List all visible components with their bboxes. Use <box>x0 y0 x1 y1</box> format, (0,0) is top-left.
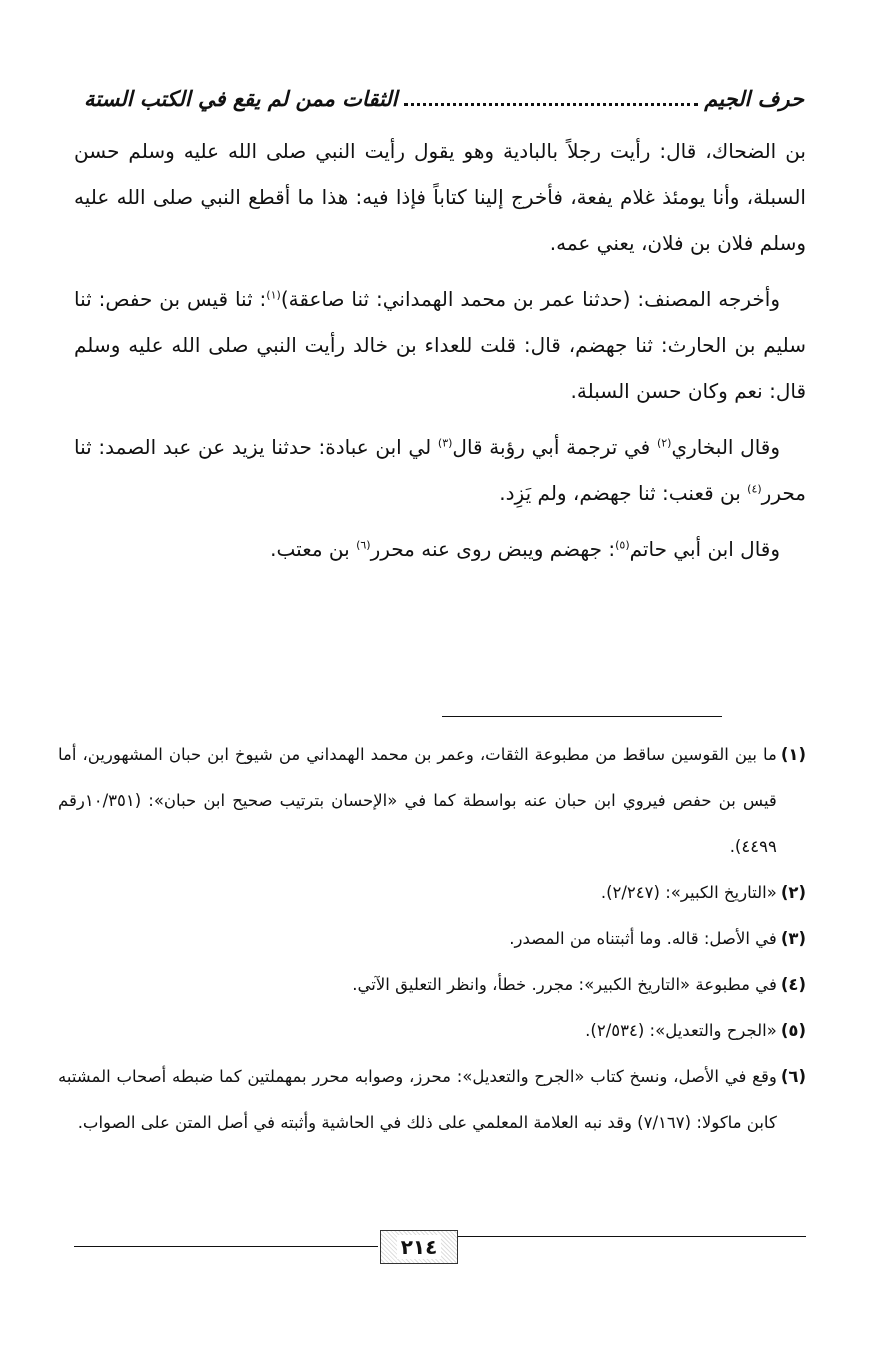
paragraph-4-text-c: بن معتب. <box>270 537 357 561</box>
footnote-text: وقع في الأصل، ونسخ كتاب «الجرح والتعديل»: محرز، وصوابه محرر بمهملتين كما ضبطه أصحاب المشتبه كابن ماكولا: (٧/١٦٧) وقد نبه العلامة المعلمي على ذلك في الحاشية وأثبته في أصل المتن على الصواب. <box>58 1067 777 1132</box>
paragraph-4 <box>74 526 806 572</box>
paragraph-4-text-b: : جهضم ويبض روى عنه محرر <box>370 537 616 561</box>
footnote-3 <box>58 916 806 962</box>
paragraph-3-text-c: لي ابن عبادة: حدثنا يزيد عن عبد الصمد: ثنا محرر <box>74 435 806 505</box>
paragraph-3 <box>74 424 806 516</box>
footnote-ref-2: (٢) <box>656 436 672 450</box>
section-title: حرف الجيم <box>704 85 804 111</box>
footnote-number: (٦) <box>780 1067 806 1086</box>
footnote-number: (٣) <box>780 929 806 948</box>
footnote-ref-5: (٥) <box>615 538 630 552</box>
footnote-1 <box>58 732 806 870</box>
footnotes <box>58 732 806 1146</box>
footnote-4 <box>58 962 806 1008</box>
footnote-number: (١) <box>780 745 806 764</box>
footnote-ref-4: (٤) <box>747 482 762 496</box>
book-title: الثقات ممن لم يقع في الكتب الستة <box>84 85 398 111</box>
footnote-text: في مطبوعة «التاريخ الكبير»: مجرر. خطأ، وانظر التعليق الآتي. <box>352 975 777 994</box>
footnote-number: (٢) <box>780 883 806 902</box>
footnote-ref-1: (١) <box>266 288 281 302</box>
footnote-2 <box>58 870 806 916</box>
running-header <box>84 80 804 116</box>
paragraph-3-text-d: بن قعنب: ثنا جهضم، ولم يَزِد. <box>499 481 748 505</box>
page-number: ٢١٤ <box>397 1235 442 1259</box>
main-text <box>74 128 806 582</box>
footnote-divider <box>442 716 722 717</box>
footnote-5 <box>58 1008 806 1054</box>
footer-rule-left <box>74 1246 378 1247</box>
footnote-ref-3: (٣) <box>437 436 453 450</box>
footnote-number: (٥) <box>780 1021 806 1040</box>
footnote-text: ما بين القوسين ساقط من مطبوعة الثقات، وعمر بن محمد الهمداني من شيوخ ابن حبان المشهورين، أما قيس بن حفص فيروي ابن حبان عنه بواسطة كما في «الإحسان بترتيب صحيح ابن حبان»: (١٠/٣٥١رقم ٤٤٩٩). <box>58 745 777 856</box>
footnote-number: (٤) <box>780 975 806 994</box>
paragraph-2-text-a: وأخرجه المصنف: (حدثنا عمر بن محمد الهمداني: ثنا صاعقة) <box>280 287 781 311</box>
page-footer <box>74 1228 806 1268</box>
paragraph-4-text-a: وقال ابن أبي حاتم <box>629 537 780 561</box>
footnote-text: «الجرح والتعديل»: (٢/٥٣٤). <box>585 1021 777 1040</box>
footnote-text: «التاريخ الكبير»: (٢/٢٤٧). <box>600 883 777 902</box>
footnote-text: في الأصل: قاله. وما أثبتناه من المصدر. <box>509 929 777 948</box>
footnote-ref-6: (٦) <box>356 538 371 552</box>
footer-rule-right <box>458 1236 806 1237</box>
paragraph-1: بن الضحاك، قال: رأيت رجلاً بالبادية وهو يقول رأيت النبي صلى الله عليه وسلم حسن السبلة، وأنا يومئذ غلام يفعة، فأخرج إلينا كتاباً فإذا فيه: هذا ما أقطع النبي صلى الله عليه وسلم فلان بن فلان، يعني عمه. <box>74 139 806 255</box>
header-dot-leader <box>404 103 699 106</box>
page-number-box <box>380 1230 458 1264</box>
paragraph-2-text-b: : ثنا قيس بن حفص: ثنا سليم بن الحارث: ثنا جهضم، قال: قلت للعداء بن خالد رأيت النبي صلى الله عليه وسلم قال: نعم وكان حسن السبلة. <box>74 287 806 403</box>
paragraph-3-text-a: وقال البخاري <box>671 435 781 459</box>
paragraph-2 <box>74 276 806 414</box>
footnote-6 <box>58 1054 806 1146</box>
paragraph-3-text-b: في ترجمة أبي رؤبة قال <box>452 435 657 459</box>
